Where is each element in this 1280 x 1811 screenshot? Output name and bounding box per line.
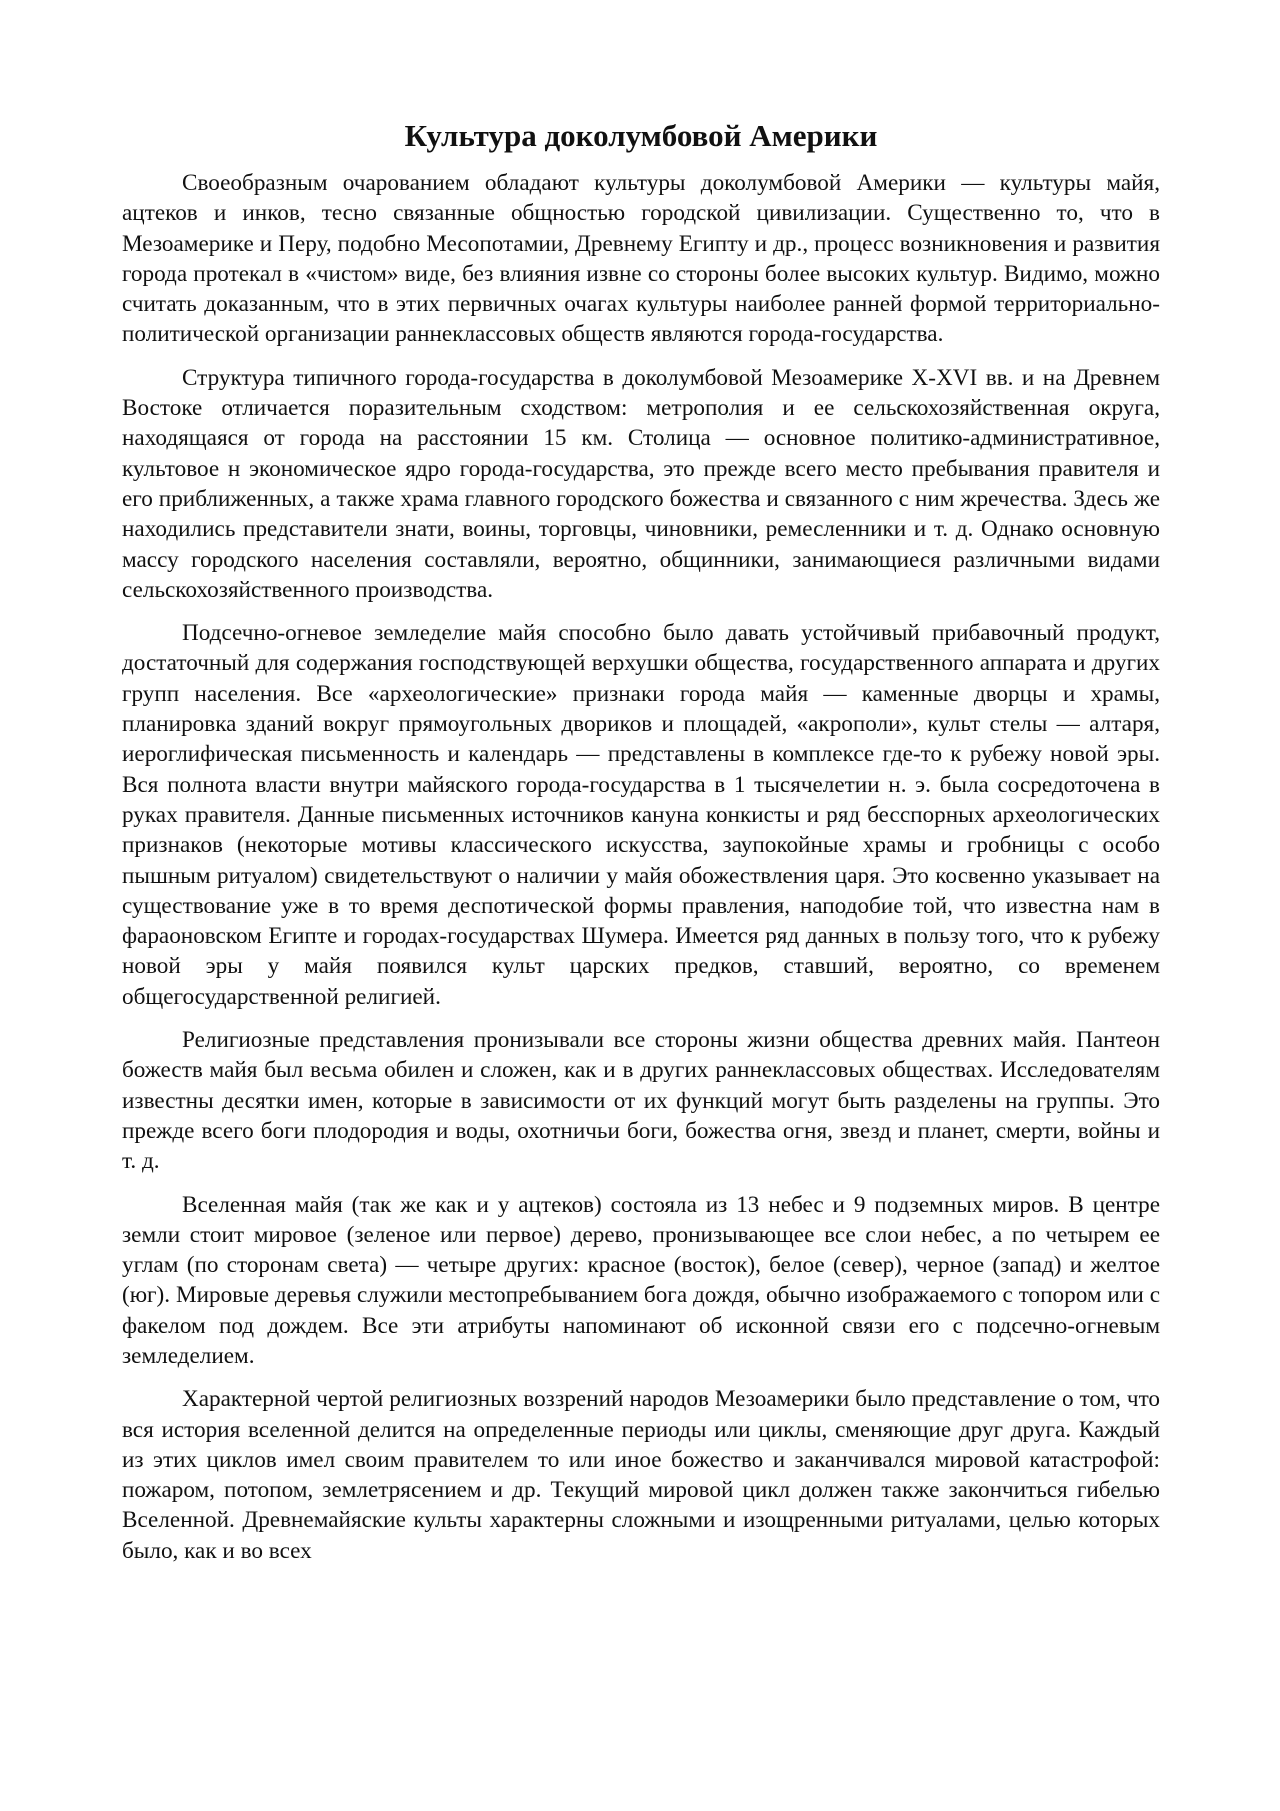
paragraph-2: Структура типичного города-государства в доколумбовой Мезоамерике X-XVI вв. и на Древнем Востоке отличается поразительным сходством: метрополия и ее сельскохозяйственная округа, находящаяся от города на расстоянии 15 км. Столица — основное политико-административное, культовое н экономическое ядро города-государства, это прежде всего место пребывания правителя и его приближенных, а также храма главного городского божества и связанного с ним жречества. Здесь же находились представители знати, воины, торговцы, чиновники, ремесленники и т. д. Однако основную массу городского населения составляли, вероятно, общинники, занимающиеся различными видами сельскохозяйственного производства. <box>122 364 1160 603</box>
document-page <box>122 118 1160 1579</box>
paragraph-6: Характерной чертой религиозных воззрений народов Мезоамерики было представление о том, что вся история вселенной делится на определенные периоды или циклы, сменяющие друг друга. Каждый из этих циклов имел своим правителем то или иное божество и заканчивался мировой катастрофой: пожаром, потопом, землетрясением и др. Текущий мировой цикл должен также закончиться гибелью Вселенной. Древнемайяские культы характерны сложными и изощренными ритуалами, целью которых было, как и во всех <box>122 1386 1160 1564</box>
paragraph-3: Подсечно-огневое земледелие майя способно было давать устойчивый прибавочный продукт, достаточный для содержания господствующей верхушки общества, государственного аппарата и других групп населения. Все «археологические» признаки города майя — каменные дворцы и храмы, планировка зданий вокруг прямоугольных двориков и площадей, «акрополи», культ стелы — алтаря, иероглифическая письменность и календарь — представлены в комплексе где-то к рубежу новой эры. Вся полнота власти внутри майяского города-государства в 1 тысячелетии н. э. была сосредоточена в руках правителя. Данные письменных источников кануна конкисты и ряд бесспорных археологических признаков (некоторые мотивы классического искусства, заупокойные храмы и гробницы с особо пышным ритуалом) свидетельствуют о наличии у майя обожествления царя. Это косвенно указывает на существование уже в то время деспотической формы правления, наподобие той, что известна нам в фараоновском Египте и городах-государствах Шумера. Имеется ряд данных в пользу того, что к рубежу новой эры у майя появился культ царских предков, ставший, вероятно, со временем общегосударственной религией. <box>122 620 1160 1010</box>
paragraph-1: Своеобразным очарованием обладают культуры доколумбовой Америки — культуры майя, ацтеков и инков, тесно связанные общностью городской цивилизации. Существенно то, что в Мезоамерике и Перу, подобно Месопотамии, Древнему Египту и др., процесс возникновения и развития города протекал в «чистом» виде, без влияния извне со стороны более высоких культур. Видимо, можно считать доказанным, что в этих первичных очагах культуры наиболее ранней формой территориально-политической организации раннеклассовых обществ являются города-государства. <box>122 170 1160 348</box>
paragraph-4: Религиозные представления пронизывали все стороны жизни общества древних майя. Пантеон божеств майя был весьма обилен и сложен, как и в других раннеклассовых обществах. Исследователям известны десятки имен, которые в зависимости от их функций могут быть разделены на группы. Это прежде всего боги плодородия и воды, охотничьи боги, божества огня, звезд и планет, смерти, войны и т. д. <box>122 1027 1160 1175</box>
document-title: Культура доколумбовой Америки <box>404 118 878 153</box>
paragraph-5: Вселенная майя (так же как и у ацтеков) состояла из 13 небес и 9 подземных миров. В центре земли стоит мировое (зеленое или первое) дерево, пронизывающее все слои небес, а по четырем ее углам (по сторонам света) — четыре других: красное (восток), белое (север), черное (запад) и желтое (юг). Мировые деревья служили местопребыванием бога дождя, обычно изображаемого с топором или с факелом под дождем. Все эти атрибуты напоминают об исконной связи его с подсечно-огневым земледелием. <box>122 1191 1160 1369</box>
